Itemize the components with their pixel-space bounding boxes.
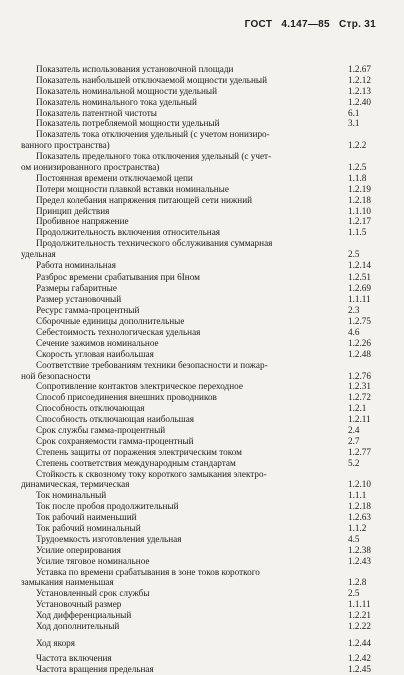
index-entry [0, 414, 404, 425]
page-header [245, 19, 376, 30]
entry-section-number: 1.2.43 [348, 555, 371, 566]
header-number: 4.147—85 [281, 19, 330, 30]
entry-section-number: 1.2.75 [348, 316, 371, 327]
entry-section-number: 1.2.10 [348, 479, 371, 490]
entry-section-number: 1.2.17 [348, 216, 371, 227]
entry-term: Показатель использования установочной площади [36, 64, 234, 74]
index-entry [0, 436, 404, 447]
entry-section-number: 1.1.11 [348, 294, 371, 305]
entry-section-number: 1.2.67 [348, 64, 371, 74]
entry-term: Уставка по времени срабатывания в зоне токов короткого [36, 566, 260, 577]
entry-section-number: 1.2.8 [348, 577, 367, 588]
entry-term: Потери мощности плавкой вставки номинальные [36, 183, 229, 194]
entry-term: удельная [21, 249, 56, 260]
entry-section-number: 1.1.11 [348, 599, 371, 610]
entry-section-number: 6.1 [348, 107, 360, 118]
entry-term: Показатель потребляемой мощности удельный [36, 118, 220, 129]
entry-section-number: 1.2.26 [348, 337, 371, 348]
index-list [0, 64, 404, 675]
index-entry [0, 162, 404, 173]
entry-section-number: 1.2.44 [348, 637, 371, 648]
index-entry [0, 129, 404, 140]
index-entry [0, 238, 404, 249]
index-entry [0, 184, 404, 195]
index-entry [0, 501, 404, 512]
entry-term: Размеры габаритные [36, 283, 117, 294]
entry-term: Сопротивление контактов электрическое переходное [36, 381, 243, 392]
index-entry [0, 294, 404, 305]
entry-term: Скорость угловая наибольшая [36, 348, 154, 359]
entry-section-number: 1.1.10 [348, 205, 371, 216]
index-entry [0, 338, 404, 349]
entry-term: Продолжительность технического обслуживания суммарная [36, 238, 273, 249]
index-entry [0, 638, 404, 649]
entry-section-number: 4.5 [348, 533, 360, 544]
index-entry [0, 490, 404, 501]
index-entry [0, 458, 404, 469]
entry-term: Установленный срок службы [36, 588, 150, 599]
index-entry [0, 75, 404, 86]
entry-section-number: 1.2.22 [348, 621, 371, 632]
index-entry [0, 249, 404, 260]
index-entry [0, 227, 404, 238]
index-entry [0, 349, 404, 360]
entry-section-number: 1.2.72 [348, 392, 371, 403]
index-entry [0, 195, 404, 206]
index-entry [0, 588, 404, 599]
index-entry [0, 151, 404, 162]
entry-term: Работа номинальная [36, 260, 116, 271]
index-entry [0, 392, 404, 403]
index-entry [0, 360, 404, 371]
index-entry [0, 523, 404, 534]
entry-section-number: 1.2.42 [348, 652, 371, 663]
entry-term: Ток рабочий наименьший [36, 512, 137, 523]
index-entry [0, 271, 404, 284]
entry-term: Способность отключающая [36, 403, 145, 414]
entry-section-number: 1.2.18 [348, 194, 371, 205]
entry-section-number: 1.1.2 [348, 523, 367, 534]
entry-term: ной безопасности [21, 370, 91, 381]
index-entry [0, 512, 404, 523]
entry-term: Показатель предельного тока отключения удельный (с учет- [36, 151, 272, 162]
entry-term: Трудоемкость изготовления удельная [36, 533, 182, 544]
entry-term: Показатель тока отключения удельный (с учетом нонизиро- [36, 129, 270, 140]
entry-section-number: 2.5 [348, 588, 360, 599]
entry-section-number: 1.2.12 [348, 74, 371, 85]
index-entry [0, 621, 404, 632]
entry-section-number: 1.2.40 [348, 96, 371, 107]
index-entry [0, 97, 404, 108]
entry-section-number: 1.2.51 [348, 271, 371, 282]
index-entry [0, 216, 404, 227]
entry-section-number: 1.2.2 [348, 140, 367, 151]
index-entry [0, 610, 404, 621]
index-entry [0, 173, 404, 184]
index-entry [0, 556, 404, 567]
entry-term: Стойкость к сквозному току короткого замыкания электро- [36, 468, 267, 479]
header-standard: ГОСТ [244, 19, 273, 30]
entry-section-number: 1.2.31 [348, 381, 371, 392]
entry-term: Ход дополнительный [36, 621, 120, 632]
entry-term: Степень соответствия международным стандартам [36, 457, 236, 468]
entry-term: ванного пространства) [21, 140, 110, 151]
entry-term: Предел колебания напряжения питающей сети нижний [36, 194, 253, 205]
index-entry [0, 425, 404, 436]
entry-term: Усилие оперирования [36, 544, 121, 555]
index-entry [0, 64, 404, 75]
entry-term: Ресурс гамма-процентный [36, 305, 140, 316]
entry-section-number: 1.2.38 [348, 544, 371, 555]
entry-term: Показатель номинального тока удельный [36, 96, 197, 107]
entry-section-number: 1.2.45 [348, 663, 371, 674]
index-entry [0, 305, 404, 316]
entry-term: Частота вращения предельная [36, 663, 154, 674]
entry-section-number: 1.1.5 [348, 227, 367, 238]
entry-section-number: 1.2.69 [348, 283, 371, 294]
entry-section-number: 1.2.48 [348, 348, 371, 359]
index-entry [0, 260, 404, 271]
entry-term: Установочный размер [36, 599, 122, 610]
entry-section-number: 1.2.1 [348, 403, 367, 414]
entry-term: Показатель наибольшей отключаемой мощности удельный [36, 74, 267, 85]
entry-term: Способ присоединения внешних проводников [36, 392, 217, 403]
entry-section-number: 2.4 [348, 425, 360, 435]
index-entry [0, 599, 404, 610]
entry-section-number: 1.1.8 [348, 172, 367, 183]
header-page: Стр. 31 [338, 19, 376, 30]
entry-term: Себестоимость технологическая удельная [36, 326, 201, 337]
entry-section-number: 1.2.13 [348, 85, 371, 96]
index-entry [0, 567, 404, 578]
index-entry [0, 206, 404, 217]
entry-section-number: 3.1 [348, 118, 360, 129]
entry-term: динамическая, термическая [21, 479, 130, 490]
entry-section-number: 1.2.63 [348, 512, 371, 523]
index-entry [0, 118, 404, 129]
index-entry [0, 327, 404, 338]
entry-term: Продолжительность включения относительная [36, 227, 221, 238]
entry-section-number: 2.3 [348, 305, 360, 316]
index-entry [0, 534, 404, 545]
entry-section-number: 1.2.11 [348, 414, 371, 425]
entry-section-number: 2.5 [348, 249, 360, 260]
index-entry [0, 316, 404, 327]
entry-term: Усилие тяговое номинальное [36, 555, 150, 566]
index-entry [0, 403, 404, 414]
entry-section-number: 1.2.77 [348, 446, 371, 457]
entry-section-number: 1.2.19 [348, 183, 371, 194]
entry-term: Степень защиты от поражения электрическим током [36, 446, 242, 457]
entry-term: Соответствие требованиям техники безопасности и пожар- [36, 359, 268, 370]
entry-term: Разброс времени срабатывания при 6Iном [36, 271, 200, 282]
index-entry [0, 447, 404, 458]
entry-section-number: 1.2.21 [348, 610, 371, 621]
entry-term: Ток после пробоя продолжительный [36, 501, 179, 512]
entry-term: Постоянная времени отключаемой цепи [36, 172, 193, 183]
index-entry [0, 469, 404, 480]
entry-term: Срок службы гамма-процентный [36, 425, 166, 435]
index-entry [0, 140, 404, 151]
index-entry [0, 381, 404, 392]
entry-term: Ход якоря [36, 637, 75, 648]
entry-term: Ток рабочий номинальный [36, 523, 141, 534]
entry-term: Способность отключающая наибольшая [36, 414, 195, 425]
entry-section-number: 1.1.1 [348, 490, 367, 501]
entry-section-number: 2.7 [348, 435, 360, 446]
entry-term: Размер установочный [36, 294, 122, 305]
index-entry [0, 108, 404, 119]
entry-section-number: 1.2.76 [348, 370, 371, 381]
entry-term: Сечение зажимов номинальное [36, 337, 159, 348]
entry-term: Показатель номинальной мощности удельный [36, 85, 217, 96]
entry-term: Сборочные единицы дополнительные [36, 316, 185, 327]
index-entry [0, 283, 404, 294]
entry-section-number: 1.2.14 [348, 260, 371, 271]
index-entry [0, 371, 404, 382]
entry-term: замыкания наименьшая [21, 577, 114, 588]
entry-term: Принцип действия [36, 205, 110, 216]
entry-section-number: 5.2 [348, 457, 360, 468]
entry-term: ом ионизированного пространства) [21, 162, 160, 173]
entry-term: Показатель патентной чистоты [36, 107, 157, 118]
index-entry [0, 653, 404, 664]
entry-section-number: 1.2.5 [348, 162, 367, 173]
entry-term: Частота включения [36, 652, 112, 663]
index-entry [0, 664, 404, 675]
entry-term: Ток номинальный [36, 490, 107, 501]
entry-section-number: 1.2.18 [348, 501, 371, 512]
index-entry [0, 86, 404, 97]
entry-term: Пробивное напряжение [36, 216, 129, 227]
entry-term: Срок сохраняемости гамма-процентный [36, 435, 194, 446]
index-entry [0, 479, 404, 490]
entry-section-number: 4.6 [348, 326, 360, 337]
index-entry [0, 545, 404, 556]
entry-term: Ход дифференциальный [36, 610, 132, 621]
index-entry [0, 577, 404, 588]
